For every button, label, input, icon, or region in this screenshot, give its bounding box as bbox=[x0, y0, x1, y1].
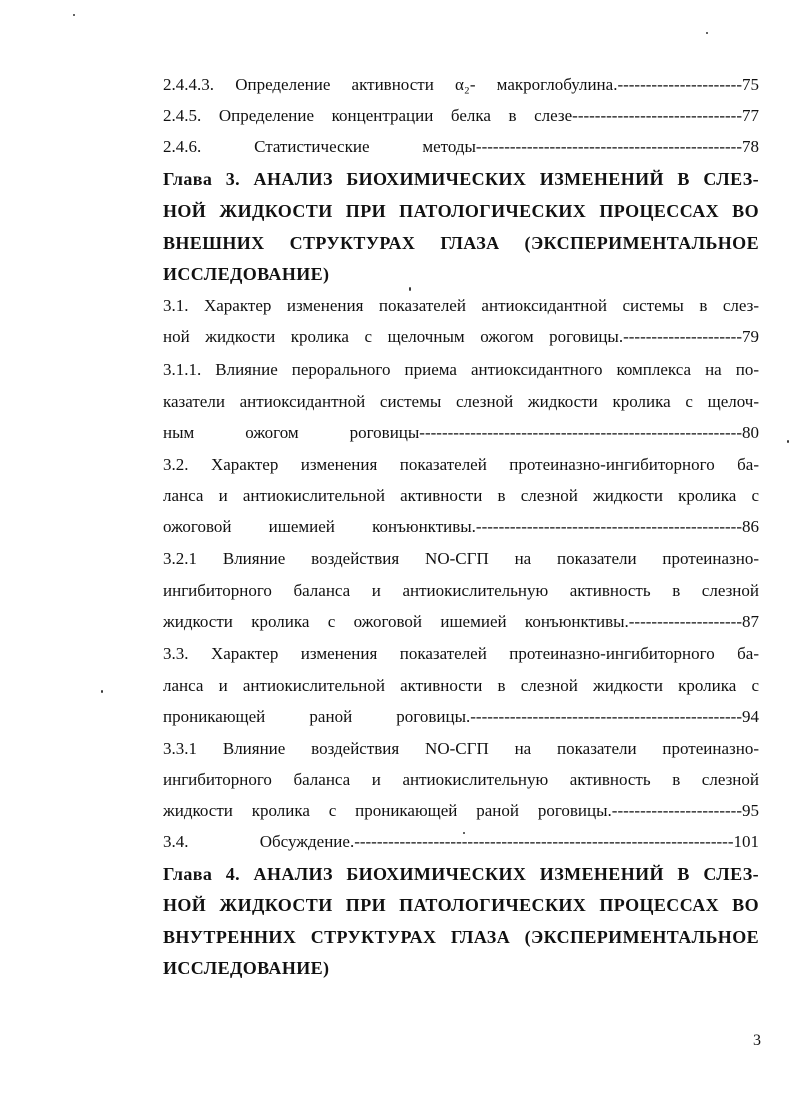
toc-entry-2-4-5: 2.4.5. Определение концентрации белка в слезе------------------------------77 bbox=[163, 106, 759, 125]
chapter-4-heading-line-4: ИССЛЕДОВАНИЕ) bbox=[163, 958, 330, 978]
chapter-4-heading-line-2: НОЙ ЖИДКОСТИ ПРИ ПАТОЛОГИЧЕСКИХ ПРОЦЕССАХ ВО bbox=[163, 895, 759, 915]
chapter-3-heading-line-2: НОЙ ЖИДКОСТИ ПРИ ПАТОЛОГИЧЕСКИХ ПРОЦЕССАХ ВО bbox=[163, 201, 759, 221]
toc-entry-3-2-1-line-1: 3.2.1 Влияние воздействия NO-СГП на показатели протеиназно- bbox=[163, 549, 759, 568]
scan-speck bbox=[706, 32, 708, 34]
toc-entry-3-4: 3.4. Обсуждение.-------------------------------------------------------------------101 bbox=[163, 832, 759, 851]
toc-entry-3-3-line-2: ланса и антиокислительной активности в слезной жидкости кролика с bbox=[163, 676, 759, 695]
toc-entry-3-1-1-line-3: ным ожогом роговицы---------------------------------------------------------80 bbox=[163, 423, 759, 442]
chapter-3-heading-line-1: Глава 3. АНАЛИЗ БИОХИМИЧЕСКИХ ИЗМЕНЕНИЙ В СЛЕЗ- bbox=[163, 169, 759, 189]
chapter-4-heading-line-1: Глава 4. АНАЛИЗ БИОХИМИЧЕСКИХ ИЗМЕНЕНИЙ В СЛЕЗ- bbox=[163, 864, 759, 884]
toc-entry-3-3-line-1: 3.3. Характер изменения показателей протеиназно-ингибиторного ба- bbox=[163, 644, 759, 663]
toc-entry-3-2-line-2: ланса и антиокислительной активности в слезной жидкости кролика с bbox=[163, 486, 759, 505]
toc-entry-3-3-1-line-2: ингибиторного баланса и антиокислительную активность в слезной bbox=[163, 770, 759, 789]
toc-entry-3-1-line-1: 3.1. Характер изменения показателей антиоксидантной системы в слез- bbox=[163, 296, 759, 315]
chapter-3-heading-line-4: ИССЛЕДОВАНИЕ) bbox=[163, 264, 330, 284]
toc-entry-3-3-line-3: проникающей раной роговицы.------------------------------------------------94 bbox=[163, 707, 759, 726]
toc-entry-3-2-1-line-3: жидкости кролика с ожоговой ишемией конъюнктивы.--------------------87 bbox=[163, 612, 759, 631]
chapter-4-heading-line-3: ВНУТРЕННИХ СТРУКТУРАХ ГЛАЗА (ЭКСПЕРИМЕНТАЛЬНОЕ bbox=[163, 927, 759, 947]
toc-entry-3-2-line-3: ожоговой ишемией конъюнктивы.-----------------------------------------------86 bbox=[163, 517, 759, 536]
scan-speck bbox=[101, 690, 103, 693]
toc-entry-3-2-line-1: 3.2. Характер изменения показателей протеиназно-ингибиторного ба- bbox=[163, 455, 759, 474]
toc-entry-3-1-1-line-2: казатели антиоксидантной системы слезной жидкости кролика с щелоч- bbox=[163, 392, 759, 411]
chapter-3-heading-line-3: ВНЕШНИХ СТРУКТУРАХ ГЛАЗА (ЭКСПЕРИМЕНТАЛЬНОЕ bbox=[163, 233, 759, 253]
toc-entry-3-1-line-2: ной жидкости кролика с щелочным ожогом роговицы.---------------------79 bbox=[163, 327, 759, 346]
toc-entry-3-3-1-line-3: жидкости кролика с проникающей раной роговицы.-----------------------95 bbox=[163, 801, 759, 820]
toc-entry-3-1-1-line-1: 3.1.1. Влияние перорального приема антиоксидантного комплекса на по- bbox=[163, 360, 759, 379]
toc-entry-2-4-6: 2.4.6. Статистические методы-----------------------------------------------78 bbox=[163, 137, 759, 156]
scan-speck bbox=[787, 440, 789, 443]
scan-speck bbox=[73, 14, 75, 16]
toc-entry-3-3-1-line-1: 3.3.1 Влияние воздействия NO-СГП на показатели протеиназно- bbox=[163, 739, 759, 758]
page-number: 3 bbox=[753, 1032, 761, 1049]
toc-entry-3-2-1-line-2: ингибиторного баланса и антиокислительную активность в слезной bbox=[163, 581, 759, 600]
toc-entry-2-4-4-3: 2.4.4.3. Определение активности α₂- макроглобулина.----------------------75 bbox=[163, 75, 759, 94]
